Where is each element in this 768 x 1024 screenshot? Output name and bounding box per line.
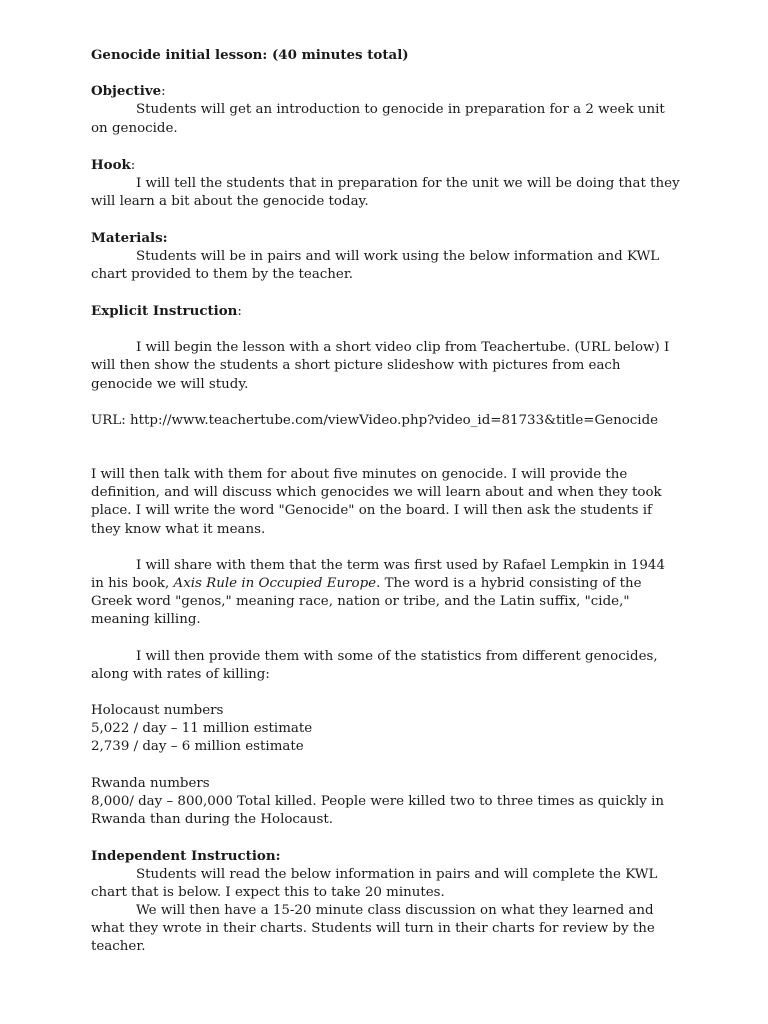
talk-paragraph: I will then talk with them for about five minutes on genocide. I will provide the definition, and will discuss which genocides we will learn about and when they took place. I will write the word "Genocide" on the board. I will then ask the students if they know what it means. (91, 467, 662, 537)
independent-text-1: Students will read the below information in pairs and will complete the KWL chart that is below. I expect this to take 20 minutes. (91, 866, 658, 900)
independent-text-2: We will then have a 15-20 minute class discussion on what they learned and what they wrote in their charts. Students will turn in their charts for review by the teacher. (91, 902, 655, 955)
holocaust-line-1: 5,022 / day – 11 million estimate (91, 721, 313, 737)
holocaust-heading: Holocaust numbers (91, 703, 224, 719)
document-title: Genocide initial lesson: (40 minutes total) (91, 47, 409, 63)
materials-text: Students will be in pairs and will work using the below information and KWL chart provided to them by the teacher. (91, 248, 660, 282)
objective-text: Students will get an introduction to genocide in preparation for a 2 week unit on genocide. (91, 102, 665, 136)
explicit-heading-line (91, 302, 681, 321)
hook-colon: : (130, 157, 136, 173)
rwanda-text: 8,000/ day – 800,000 Total killed. People were killed two to three times as quickly in Rwanda than during the Holocaust. (91, 793, 665, 828)
video-url: URL: http://www.teachertube.com/viewVideo.php?video_id=81733&title=Genocide (91, 412, 659, 428)
hook-heading-line (91, 156, 681, 175)
hook-heading: Hook (91, 156, 131, 173)
objective-heading: Objective (91, 83, 162, 100)
independent-heading: Independent Instruction: (91, 848, 281, 865)
share-text-after: . The word is a hybrid consisting of the Greek word "genos," meaning race, nation or tribe, and the Latin suffix, "cide," meaning killing. (91, 576, 642, 628)
stats-intro: I will then provide them with some of the statistics from different genocides, along with rates of killing: (91, 648, 658, 682)
explicit-text: I will begin the lesson with a short video clip from Teachertube. (URL below) I will then show the students a short picture slideshow with pictures from each genocide we will study. (91, 340, 670, 392)
holocaust-line-2: 2,739 / day – 6 million estimate (91, 739, 304, 755)
objective-colon: : (161, 84, 166, 100)
hook-text: I will tell the students that in preparation for the unit we will be doing that they will learn a bit about the genocide today. (91, 176, 680, 210)
rwanda-heading: Rwanda numbers (91, 775, 210, 791)
book-title: Axis Rule in Occupied Europe (173, 576, 377, 592)
document-page (91, 46, 681, 957)
explicit-colon: : (237, 304, 242, 320)
objective-heading-line (91, 82, 681, 101)
materials-heading: Materials: (91, 230, 168, 247)
share-text-before: I will share with them that the term was first used by Rafael Lempkin in 1944 in his book, (91, 557, 665, 592)
explicit-heading: Explicit Instruction (91, 303, 238, 320)
share-paragraph (91, 557, 681, 630)
